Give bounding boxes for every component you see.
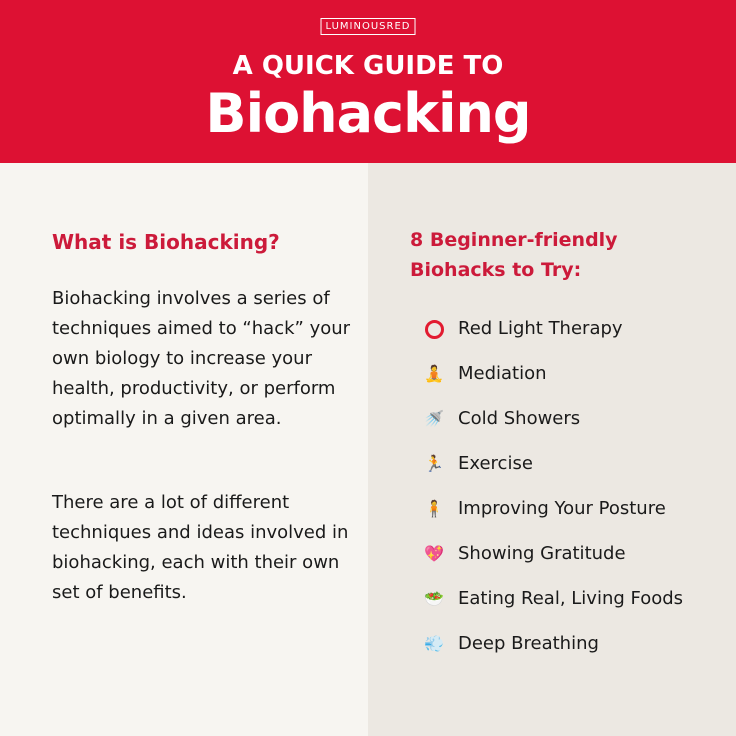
- red-ring-icon: [424, 319, 444, 339]
- biohacks-list: [424, 306, 734, 666]
- list-item: [424, 486, 734, 531]
- left-panel: [0, 163, 368, 736]
- list-item: [424, 396, 734, 441]
- list-item-label: Red Light Therapy: [458, 318, 623, 339]
- shower-icon: 🚿: [424, 408, 444, 428]
- description-paragraph-2: There are a lot of different techniques and ideas involved in biohacking, each with their own set of benefits.: [52, 492, 349, 603]
- list-item-label: Improving Your Posture: [458, 498, 666, 519]
- biohacks-heading: [410, 225, 710, 285]
- header-subtitle: A QUICK GUIDE TO: [232, 51, 504, 81]
- header-banner: [0, 0, 736, 163]
- page-title: Biohacking: [205, 82, 531, 145]
- description-paragraph-1: Biohacking involves a series of techniques aimed to “hack” your own biology to increase your health, productivity, or perform optimally in a given area.: [52, 288, 351, 429]
- meditation-icon: 🧘: [424, 363, 444, 383]
- running-icon: 🏃: [424, 453, 444, 473]
- list-item-label: Deep Breathing: [458, 633, 599, 654]
- salad-icon: 🥗: [424, 588, 444, 608]
- what-is-heading: What is Biohacking?: [52, 230, 280, 254]
- right-panel: [368, 163, 736, 736]
- list-item-label: Mediation: [458, 363, 547, 384]
- biohacks-heading-line-2: Biohacks to Try:: [410, 259, 582, 281]
- wind-icon: 💨: [424, 633, 444, 653]
- list-item-label: Eating Real, Living Foods: [458, 588, 684, 609]
- list-item-label: Exercise: [458, 453, 533, 474]
- list-item-label: Cold Showers: [458, 408, 581, 429]
- list-item: [424, 441, 734, 486]
- list-item: [424, 306, 734, 351]
- list-item-label: Showing Gratitude: [458, 543, 626, 564]
- standing-person-icon: 🧍: [424, 498, 444, 518]
- sparkling-heart-icon: 💖: [424, 543, 444, 563]
- list-item: [424, 531, 734, 576]
- list-item: [424, 576, 734, 621]
- list-item: [424, 351, 734, 396]
- biohacks-heading-line-1: 8 Beginner-friendly: [410, 229, 618, 251]
- brand-logo: LUMINOUSRED: [321, 18, 416, 35]
- list-item: [424, 621, 734, 666]
